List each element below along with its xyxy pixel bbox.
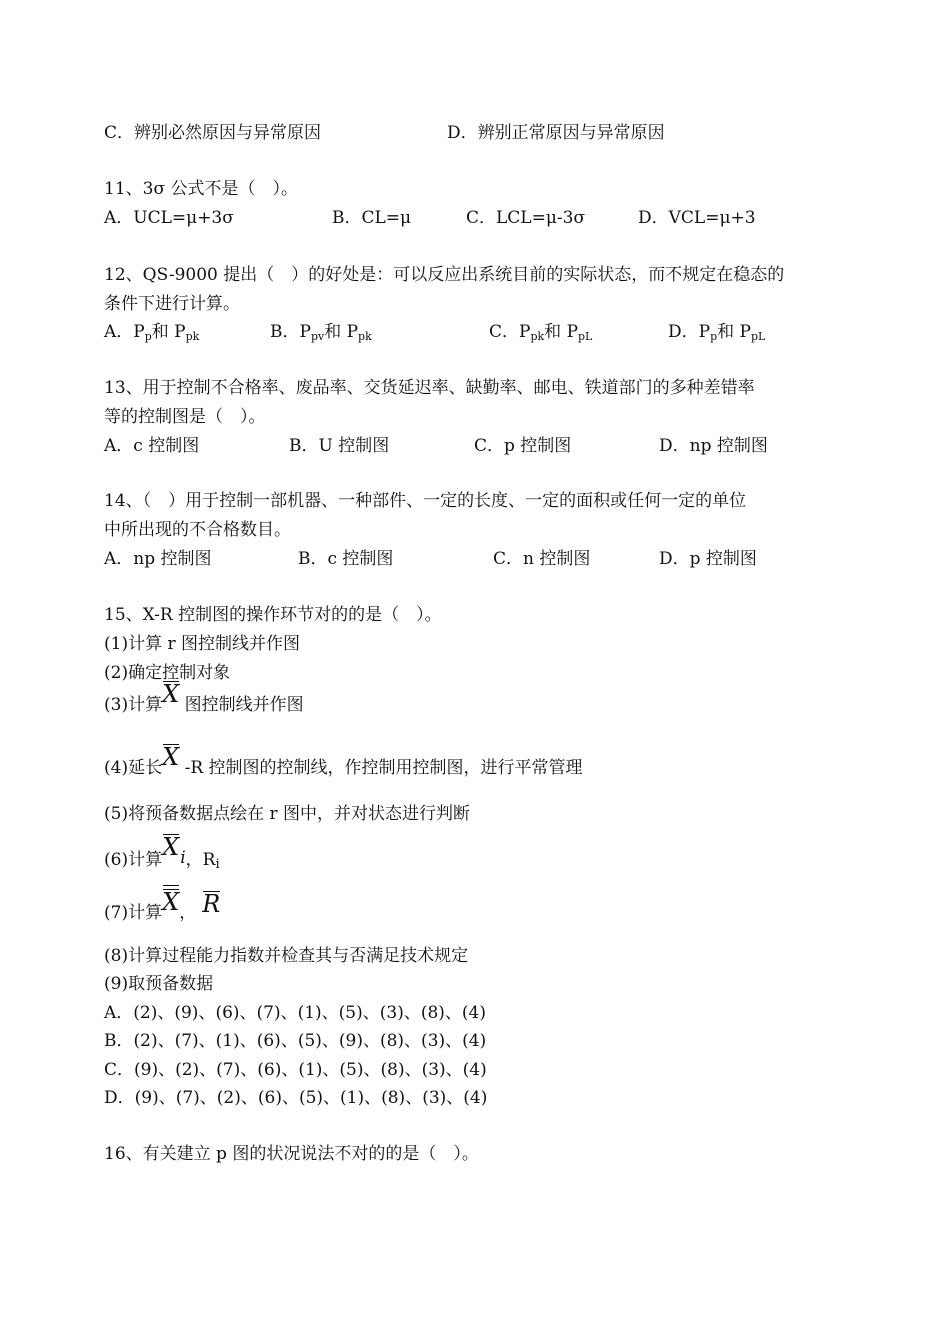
q11-stem: 11、3σ 公式不是（ ）。 bbox=[104, 179, 298, 199]
q13-option-d: D．np 控制图 bbox=[659, 436, 768, 456]
q14-option-a: A．np 控制图 bbox=[104, 549, 212, 569]
x-double-bar-symbol: X bbox=[162, 888, 180, 916]
q14-option-d: D．p 控制图 bbox=[659, 549, 757, 569]
q14-stem-line2: 中所出现的不合格数目。 bbox=[104, 520, 291, 540]
q15-option-d: D．(9)、(7)、(2)、(6)、(5)、(1)、(8)、(3)、(4) bbox=[104, 1088, 488, 1108]
q12-option-a: A．$P_p$和 $P_{pk}$ bbox=[104, 322, 200, 343]
q12-stem-line1: 12、QS-9000 提出（ ）的好处是：可以反应出系统目前的实际状态，而不规定在稳态的 bbox=[104, 265, 785, 285]
q15-step-8: (8)计算过程能力指数并检查其与否满足技术规定 bbox=[104, 946, 469, 966]
x-bar-symbol: X bbox=[162, 743, 180, 771]
q15-step-7: (7)计算X， R bbox=[104, 888, 221, 923]
q11-option-d: D．VCL=μ+3 bbox=[638, 208, 756, 228]
q13-option-b: B．U 控制图 bbox=[289, 436, 390, 456]
q10-option-c: C．辨别必然原因与异常原因 bbox=[104, 123, 322, 143]
q15-step-4: (4)延长X -R 控制图的控制线，作控制用控制图，进行平常管理 bbox=[104, 743, 583, 778]
q12-option-d: D．$P_p$和 $P_{pL}$ bbox=[668, 322, 766, 343]
q10-option-d: D．辨别正常原因与异常原因 bbox=[447, 123, 665, 143]
q15-step-6: (6)计算Xi，$R_i$ bbox=[104, 833, 220, 872]
q15-step-9: (9)取预备数据 bbox=[104, 974, 214, 994]
q13-stem-line2: 等的控制图是（ ）。 bbox=[104, 407, 266, 427]
q15-option-c: C．(9)、(2)、(7)、(6)、(1)、(5)、(8)、(3)、(4) bbox=[104, 1060, 487, 1080]
q11-option-c: C．LCL=μ-3σ bbox=[466, 208, 586, 228]
q12-option-c: C．$P_{pk}$和 $P_{pL}$ bbox=[489, 322, 593, 343]
q11-option-b: B．CL=μ bbox=[332, 208, 412, 228]
x-bar-symbol: X bbox=[162, 680, 180, 708]
q12-option-b: B．$P_{pv}$和 $P_{pk}$ bbox=[270, 322, 372, 343]
q15-stem: 15、X-R 控制图的操作环节对的的是（ ）。 bbox=[104, 605, 442, 625]
q15-step-3: (3)计算X 图控制线并作图 bbox=[104, 680, 304, 715]
x-bar-i-symbol: X bbox=[162, 833, 180, 861]
q12-stem-line2: 条件下进行计算。 bbox=[104, 294, 240, 314]
q16-stem: 16、有关建立 p 图的状况说法不对的的是（ ）。 bbox=[104, 1144, 479, 1164]
q15-option-a: A．(2)、(9)、(6)、(7)、(1)、(5)、(3)、(8)、(4) bbox=[104, 1003, 487, 1023]
q15-step-5: (5)将预备数据点绘在 r 图中，并对状态进行判断 bbox=[104, 804, 471, 824]
q13-stem-line1: 13、用于控制不合格率、废品率、交货延迟率、缺勤率、邮电、铁道部门的多种差错率 bbox=[104, 378, 755, 398]
q15-step-2: (2)确定控制对象 bbox=[104, 663, 231, 683]
r-bar-symbol: R bbox=[202, 890, 221, 918]
q14-option-c: C．n 控制图 bbox=[493, 549, 591, 569]
q13-option-c: C．p 控制图 bbox=[474, 436, 572, 456]
q11-option-a: A．UCL=μ+3σ bbox=[104, 208, 234, 228]
q15-option-b: B．(2)、(7)、(1)、(6)、(5)、(9)、(8)、(3)、(4) bbox=[104, 1031, 487, 1051]
q14-stem-line1: 14、（ ）用于控制一部机器、一种部件、一定的长度、一定的面积或任何一定的单位 bbox=[104, 491, 747, 511]
q15-step-1: (1)计算 r 图控制线并作图 bbox=[104, 634, 301, 654]
q14-option-b: B．c 控制图 bbox=[298, 549, 394, 569]
q13-option-a: A．c 控制图 bbox=[104, 436, 200, 456]
